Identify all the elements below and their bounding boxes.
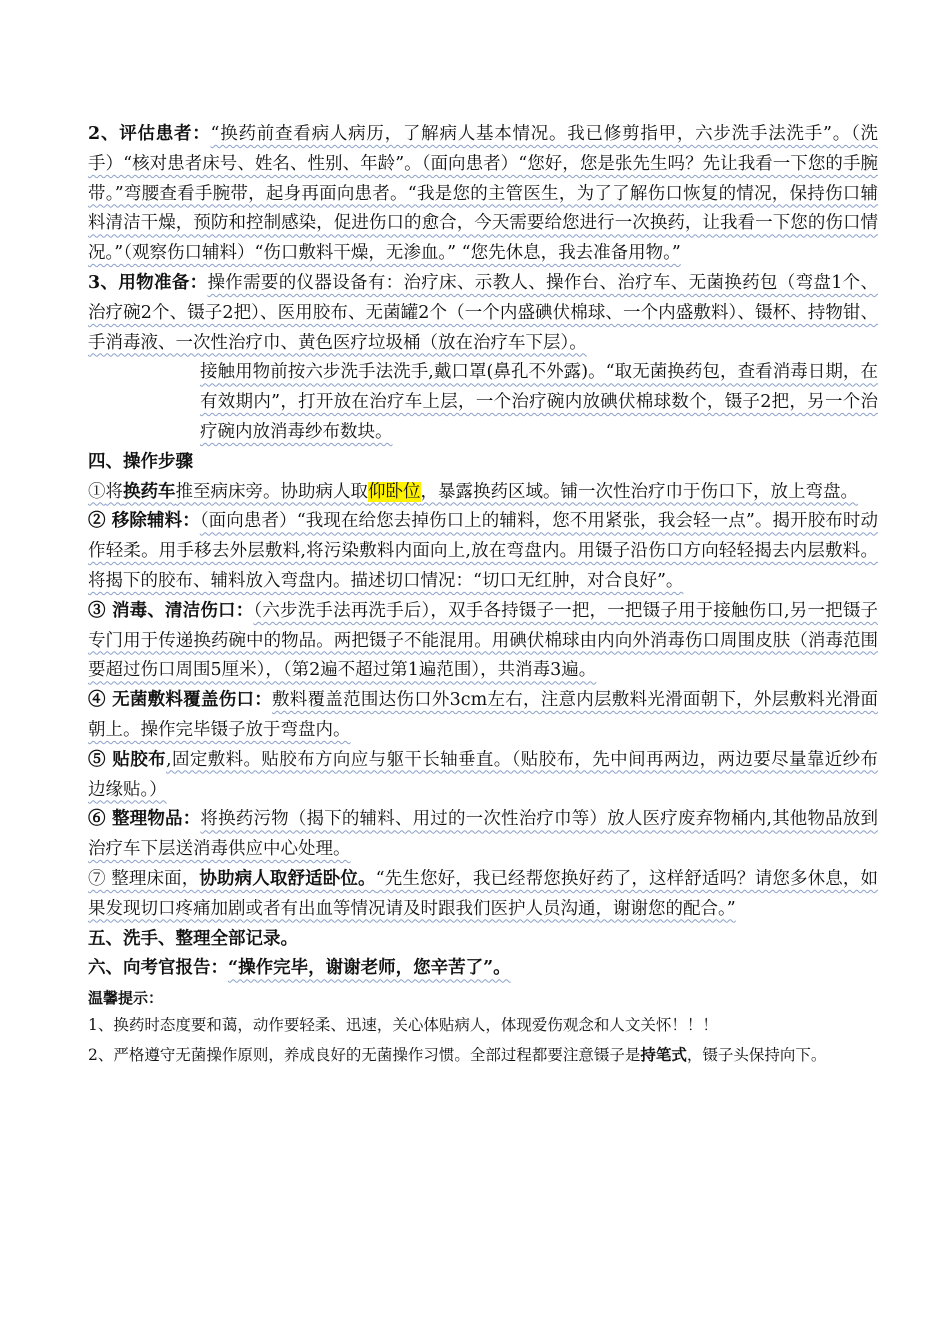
tip-2-a: 2、严格遵守无菌操作原则，养成良好的无菌操作习惯。全部过程都要注意镊子是 [88,1046,641,1065]
prep-paragraph-2 [88,358,878,447]
step2-heading: ② 移除辅料： [88,511,200,532]
step3-text: （六步洗手法再洗手后），双手各持镊子一把，一把镊子用于接触伤口,另一把镊子专门用于传递换药碗中的物品。两把镊子不能混用。用碘伏棉球由内向外消毒伤口周围皮肤（消毒范围要超过伤口周围5厘米），（第2遍不超过第1遍范围），共消毒3遍。 [88,600,878,681]
prep-heading: 3、用物准备： [88,272,208,293]
tip-2-c: ，镊子头保持向下。 [686,1046,827,1065]
section6-paragraph [88,954,878,984]
prep-text-2: 接触用物前按六步洗手法洗手,戴口罩(鼻孔不外露)。“取无菌换药包，查看消毒日期，在有效期内”，打开放在治疗车上层，一个治疗碗内放碘伏棉球数个，镊子2把，另一个治疗碗内放消毒纱布数块。 [200,362,878,442]
step1-highlight: 仰卧位 [368,481,421,502]
document-page [88,120,878,1070]
step1-a: 将 [105,481,123,502]
step7-c: “先生您好，我已经帮您换好药了，这样舒适吗？请您多休息，如果发现切口疼痛加剧或者有出血等情况请及时跟我们医护人员沟通，谢谢您的配合。” [88,868,878,919]
step5-text: ,固定敷料。贴胶布方向应与躯干长轴垂直。（贴胶布，先中间再两边，两边要尽量靠近纱布边缘贴。） [88,749,879,800]
step6-heading: ⑥ 整理物品： [88,809,201,830]
section6-text: “操作完毕，谢谢老师，您辛苦了”。 [228,958,511,979]
tip-2 [88,1040,878,1070]
step3-heading: ③ 消毒、清洁伤口： [88,600,254,621]
step1-b: 换药车 [123,481,176,502]
step6-text: 将换药污物（揭下的辅料、用过的一次性治疗巾等）放人医疗废弃物桶内,其他物品放到治疗车下层送消毒供应中心处理。 [88,809,878,860]
step2-text: （面向患者）“我现在给您去掉伤口上的辅料，您不用紧张，我会轻一点”。揭开胶布时动作轻柔。用手移去外层敷料,将污染敷料内面向上,放在弯盘内。用镊子沿伤口方向轻轻揭去内层敷料。将揭下的胶布、辅料放入弯盘内。描述切口情况：“切口无红肿，对合良好”。 [88,511,879,591]
step5-heading: ⑤ 贴胶布 [88,749,166,770]
step4-heading: ④ 无菌敷料覆盖伤口： [88,690,273,711]
step6-paragraph [88,805,878,865]
step4-paragraph [88,686,878,746]
step4-text: 敷料覆盖范围达伤口外3cm左右，注意内层敷料光滑面朝下，外层敷料光滑面朝上。操作完毕镊子放于弯盘内。 [88,690,879,740]
assess-paragraph [88,120,878,269]
step1-d: ，暴露换药区域。铺一次性治疗巾于伤口下，放上弯盘。 [420,481,858,502]
tips-title: 温馨提示： [88,989,164,1008]
section6-heading: 六、向考官报告： [88,958,228,979]
prep-paragraph [88,269,878,358]
step7-a: ⑦ 整理床面， [88,868,200,889]
step1-num: ① [88,481,106,502]
step7-paragraph [88,865,878,925]
step7-b: 协助病人取舒适卧位。 [199,868,376,889]
step1-paragraph [88,478,878,508]
step5-paragraph [88,746,878,806]
steps-title: 四、操作步骤 [88,451,193,472]
step1-c: 推至病床旁。协助病人取 [175,481,368,502]
tip-1: 1、换药时态度要和蔼，动作要轻柔、迅速，关心体贴病人，体现爱伤观念和人文关怀！！！ [88,1016,718,1035]
assess-text: “换药前查看病人病历，了解病人基本情况。我已修剪指甲，六步洗手法洗手”。（洗手）“核对患者床号、姓名、性别、年龄”。（面向患者）“您好，您是张先生吗？先让我看一下您的手腕带。”弯腰查看手腕带，起身再面向患者。“我是您的主管医生，为了了解伤口恢复的情况，保持伤口辅料清洁干燥，预防和控制感染，促进伤口的愈合，今天需要给您进行一次换药，让我看一下您的伤口情况。”（观察伤口辅料）“伤口敷料干燥，无渗血。” “您先休息，我去准备用物。” [88,124,879,264]
section5-title: 五、洗手、整理全部记录。 [88,928,298,949]
step3-paragraph [88,597,878,686]
tip-2-b: 持笔式 [640,1045,687,1065]
step2-paragraph [88,507,878,596]
prep-text: 操作需要的仪器设备有：治疗床、示教人、操作台、治疗车、无菌换药包（弯盘1个、治疗碗2个、镊子2把）、医用胶布、无菌罐2个（一个内盛碘伏棉球、一个内盛敷料）、镊杯、持物钳、手消毒液、一次性治疗巾、黄色医疗垃圾桶（放在治疗车下层）。 [88,272,878,353]
assess-heading: 2、评估患者： [88,124,211,144]
